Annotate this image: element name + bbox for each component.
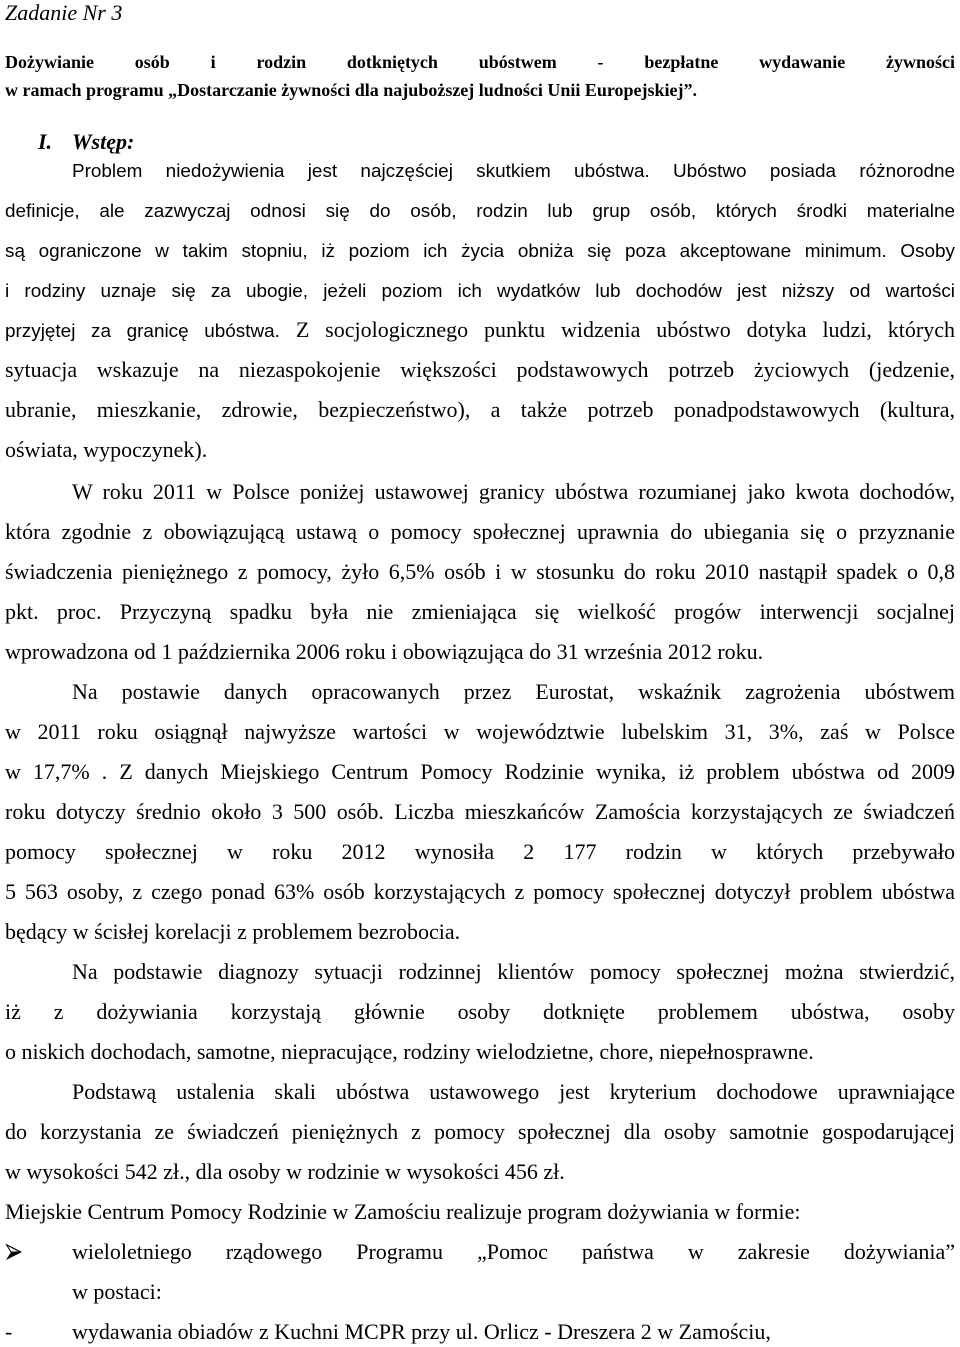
text-line (72, 156, 955, 184)
text-segment: Problem niedożywienia jest najczęściej skutkiem ubóstwa. Ubóstwo posiada różnorodne (72, 161, 955, 182)
text-line: Miejskie Centrum Pomocy Rodzinie w Zamościu realizuje program dożywiania w formie: (5, 1199, 801, 1224)
text-segment: ubranie, mieszkanie, zdrowie, bezpieczeństwo), a także potrzeb ponadpodstawowych (kultura, (5, 397, 955, 422)
text-line: iż z dożywiania korzystają głównie osoby dotknięte problemem ubóstwa, osoby (5, 999, 955, 1024)
text-line: W roku 2011 w Polsce poniżej ustawowej granicy ubóstwa rozumianej jako kwota dochodów, (72, 479, 955, 504)
text-line: w 2011 roku osiągnął najwyższe wartości w województwie lubelskim 31, 3%, zaś w Polsce (5, 719, 955, 744)
text-line (5, 356, 955, 384)
text-line: będący w ścisłej korelacji z problemem bezrobocia. (5, 919, 461, 944)
text-line (5, 196, 955, 224)
text-line: wprowadzona od 1 października 2006 roku i obowiązująca do 31 września 2012 roku. (5, 639, 764, 664)
text-line (5, 236, 955, 264)
document-title-line: w ramach programu „Dostarczanie żywności dla najuboższej ludności Unii Europejskiej”. (5, 80, 698, 100)
text-line: roku dotyczy średnio około 3 500 osób. Liczba mieszkańców Zamościa korzystających ze świadczeń (5, 799, 955, 824)
text-segment: są ograniczone w takim stopniu, iż poziom ich życia obniża się poza akceptowane minimum. Osoby (5, 241, 955, 262)
text-line (5, 316, 955, 344)
text-line: 5 563 osoby, z czego ponad 63% osób korzystających z pomocy społecznej dotyczył problem ubóstwa (5, 879, 955, 904)
text-segment: sytuacja wskazuje na niezaspokojenie większości podstawowych potrzeb życiowych (jedzenie, (5, 357, 955, 382)
list-item-text: wydawania obiadów z Kuchni MCPR przy ul. Orlicz - Dreszera 2 w Zamościu, (72, 1319, 771, 1344)
text-line: w wysokości 542 zł., dla osoby w rodzinie w wysokości 456 zł. (5, 1159, 565, 1184)
text-line: Podstawą ustalenia skali ubóstwa ustawowego jest kryterium dochodowe uprawniające (72, 1079, 955, 1104)
section-number: I. (38, 129, 53, 154)
text-line: pomocy społecznej w roku 2012 wynosiła 2 177 rodzin w których przebywało (5, 839, 955, 864)
task-label: Zadanie Nr 3 (5, 0, 123, 25)
text-line: Na podstawie diagnozy sytuacji rodzinnej klientów pomocy społecznej można stwierdzić, (72, 959, 955, 984)
text-line (5, 436, 955, 464)
list-dash-marker: - (5, 1319, 13, 1344)
text-line: świadczenia pieniężnego z pomocy, żyło 6,5% osób i w stosunku do roku 2010 nastąpił spadek o 0,8 (5, 559, 955, 584)
document-title-line: Dożywianie osób i rodzin dotkniętych ubóstwem - bezpłatne wydawanie żywności (5, 52, 955, 72)
text-line: o niskich dochodach, samotne, niepracujące, rodziny wielodzietne, chore, niepełnosprawne. (5, 1039, 814, 1064)
text-segment: Z socjologicznego punktu widzenia ubóstwo dotyka ludzi, których (295, 317, 956, 342)
text-line: która zgodnie z obowiązującą ustawą o pomocy społecznej uprawnia do ubiegania się o przyznanie (5, 519, 955, 544)
text-line: do korzystania ze świadczeń pieniężnych z pomocy społecznej dla osoby samotnie gospodarującej (5, 1119, 955, 1144)
text-segment: oświata, wypoczynek). (5, 437, 208, 462)
list-item-text: w postaci: (72, 1279, 162, 1304)
text-segment: definicje, ale zazwyczaj odnosi się do osób, rodzin lub grup osób, których środki materialne (5, 201, 955, 222)
text-segment: przyjętej za granicę ubóstwa. (5, 321, 280, 342)
arrowhead-bullet-icon (5, 1243, 23, 1261)
text-line: w 17,7% . Z danych Miejskiego Centrum Pomocy Rodzinie wynika, iż problem ubóstwa od 2009 (5, 759, 955, 784)
text-line (5, 396, 955, 424)
list-item-text: wieloletniego rządowego Programu „Pomoc państwa w zakresie dożywiania” (72, 1239, 955, 1264)
text-line: pkt. proc. Przyczyną spadku była nie zmieniająca się wielkość progów interwencji socjalnej (5, 599, 955, 624)
text-segment: i rodziny uznaje się za ubogie, jeżeli poziom ich wydatków lub dochodów jest niższy od wartości (5, 281, 955, 302)
text-line (5, 276, 955, 304)
text-line: Na postawie danych opracowanych przez Eurostat, wskaźnik zagrożenia ubóstwem (72, 679, 955, 704)
section-heading: Wstęp: (72, 129, 135, 154)
